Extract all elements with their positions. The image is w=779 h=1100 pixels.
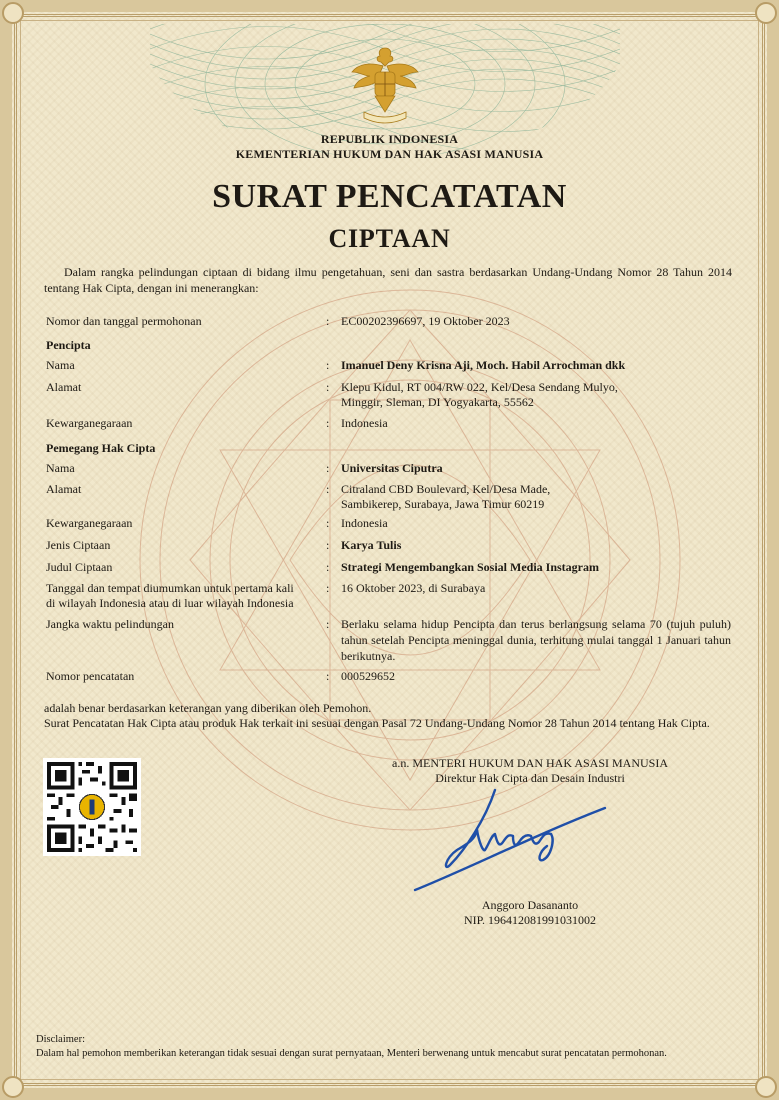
corner-ornament-top-left <box>2 2 24 24</box>
application-label: Nomor dan tanggal permohonan <box>46 314 202 328</box>
disclaimer-text: Dalam hal pemohon memberikan keterangan tidak sesuai dengan surat pernyataan, Menteri berwenang untuk mencabut surat pencatatan permohonan. <box>36 1048 667 1059</box>
colon: : <box>326 461 330 475</box>
signatory-on-behalf: a.n. MENTERI HUKUM DAN HAK ASASI MANUSIA <box>392 756 668 770</box>
holder-address-line1: Citraland CBD Boulevard, Kel/Desa Made, <box>341 482 551 496</box>
corner-ornament-bottom-right <box>755 1076 777 1098</box>
holder-address-line2: Sambikerep, Surabaya, Jawa Timur 60219 <box>341 497 545 511</box>
published-label-line2: di wilayah Indonesia atau di luar wilayah Indonesia <box>46 596 294 610</box>
holder-citizenship-label: Kewarganegaraan <box>46 516 133 530</box>
record-number-value: 000529652 <box>341 669 395 683</box>
holder-address-label: Alamat <box>46 482 82 496</box>
document-subtitle: CIPTAAN <box>328 224 451 253</box>
document-title: SURAT PENCATATAN <box>212 178 567 215</box>
colon: : <box>326 581 330 595</box>
work-type-value: Karya Tulis <box>341 538 402 552</box>
colon: : <box>326 314 330 328</box>
handwritten-signature <box>405 780 615 900</box>
intro-paragraph: Dalam rangka pelindungan ciptaan di bidang ilmu pengetahuan, seni dan sastra berdasarkan Undang-Undang Nomor 28 Tahun 2014 tentang Hak Cipta, dengan ini menerangkan: <box>44 265 732 295</box>
ministry-header: KEMENTERIAN HUKUM DAN HAK ASASI MANUSIA <box>235 147 544 161</box>
signatory-name: Anggoro Dasananto <box>481 898 579 912</box>
published-value: 16 Oktober 2023, di Surabaya <box>341 581 486 595</box>
closing-statement <box>44 701 734 731</box>
work-title-label: Judul Ciptaan <box>46 560 113 574</box>
colon: : <box>326 538 330 552</box>
corner-ornament-bottom-left <box>2 1076 24 1098</box>
colon: : <box>326 669 330 683</box>
holder-section-heading: Pemegang Hak Cipta <box>46 441 156 455</box>
qr-code-icon <box>43 758 141 856</box>
colon: : <box>326 482 330 496</box>
colon: : <box>326 516 330 530</box>
creator-address-line1: Klepu Kidul, RT 004/RW 022, Kel/Desa Sendang Mulyo, <box>341 380 618 394</box>
colon: : <box>326 560 330 574</box>
holder-citizenship-value: Indonesia <box>341 516 388 530</box>
colon: : <box>326 416 330 430</box>
country-header: REPUBLIK INDONESIA <box>320 132 459 146</box>
creator-name-label: Nama <box>46 358 75 372</box>
closing-line-1: adalah benar berdasarkan keterangan yang diberikan oleh Pemohon. <box>44 701 372 715</box>
holder-name-label: Nama <box>46 461 75 475</box>
closing-line-2: Surat Pencatatan Hak Cipta atau produk Hak terkait ini sesuai dengan Pasal 72 Undang-Undang Nomor 28 Tahun 2014 tentang Hak Cipta. <box>44 716 710 730</box>
creator-citizenship-value: Indonesia <box>341 416 388 430</box>
creator-address-label: Alamat <box>46 380 82 394</box>
disclaimer-label: Disclaimer: <box>36 1034 85 1045</box>
colon: : <box>326 358 330 372</box>
holder-name-value: Universitas Ciputra <box>341 461 443 475</box>
colon: : <box>326 617 330 631</box>
record-number-label: Nomor pencatatan <box>46 669 135 683</box>
protection-value: Berlaku selama hidup Pencipta dan terus berlangsung selama 70 (tujuh puluh) tahun setelah Pencipta meninggal dunia, terhitung mulai tanggal 1 Januari tahun berikutnya. <box>341 617 731 663</box>
signatory-position: Direktur Hak Cipta dan Desain Industri <box>435 771 625 785</box>
work-title-value: Strategi Mengembangkan Sosial Media Instagram <box>341 560 599 574</box>
corner-ornament-top-right <box>755 2 777 24</box>
creator-citizenship-label: Kewarganegaraan <box>46 416 133 430</box>
signatory-nip: NIP. 196412081991031002 <box>463 913 596 927</box>
application-value: EC00202396697, 19 Oktober 2023 <box>341 314 510 328</box>
work-type-label: Jenis Ciptaan <box>46 538 111 552</box>
creator-address-line2: Minggir, Sleman, DI Yogyakarta, 55562 <box>341 395 534 409</box>
garuda-pancasila-emblem-icon <box>350 42 420 126</box>
creator-name-value: Imanuel Deny Krisna Aji, Moch. Habil Arrochman dkk <box>341 358 626 372</box>
published-label-line1: Tanggal dan tempat diumumkan untuk pertama kali <box>46 581 294 595</box>
protection-row <box>46 616 736 666</box>
protection-label: Jangka waktu pelindungan <box>46 617 174 631</box>
colon: : <box>326 380 330 394</box>
creator-section-heading: Pencipta <box>46 338 91 352</box>
